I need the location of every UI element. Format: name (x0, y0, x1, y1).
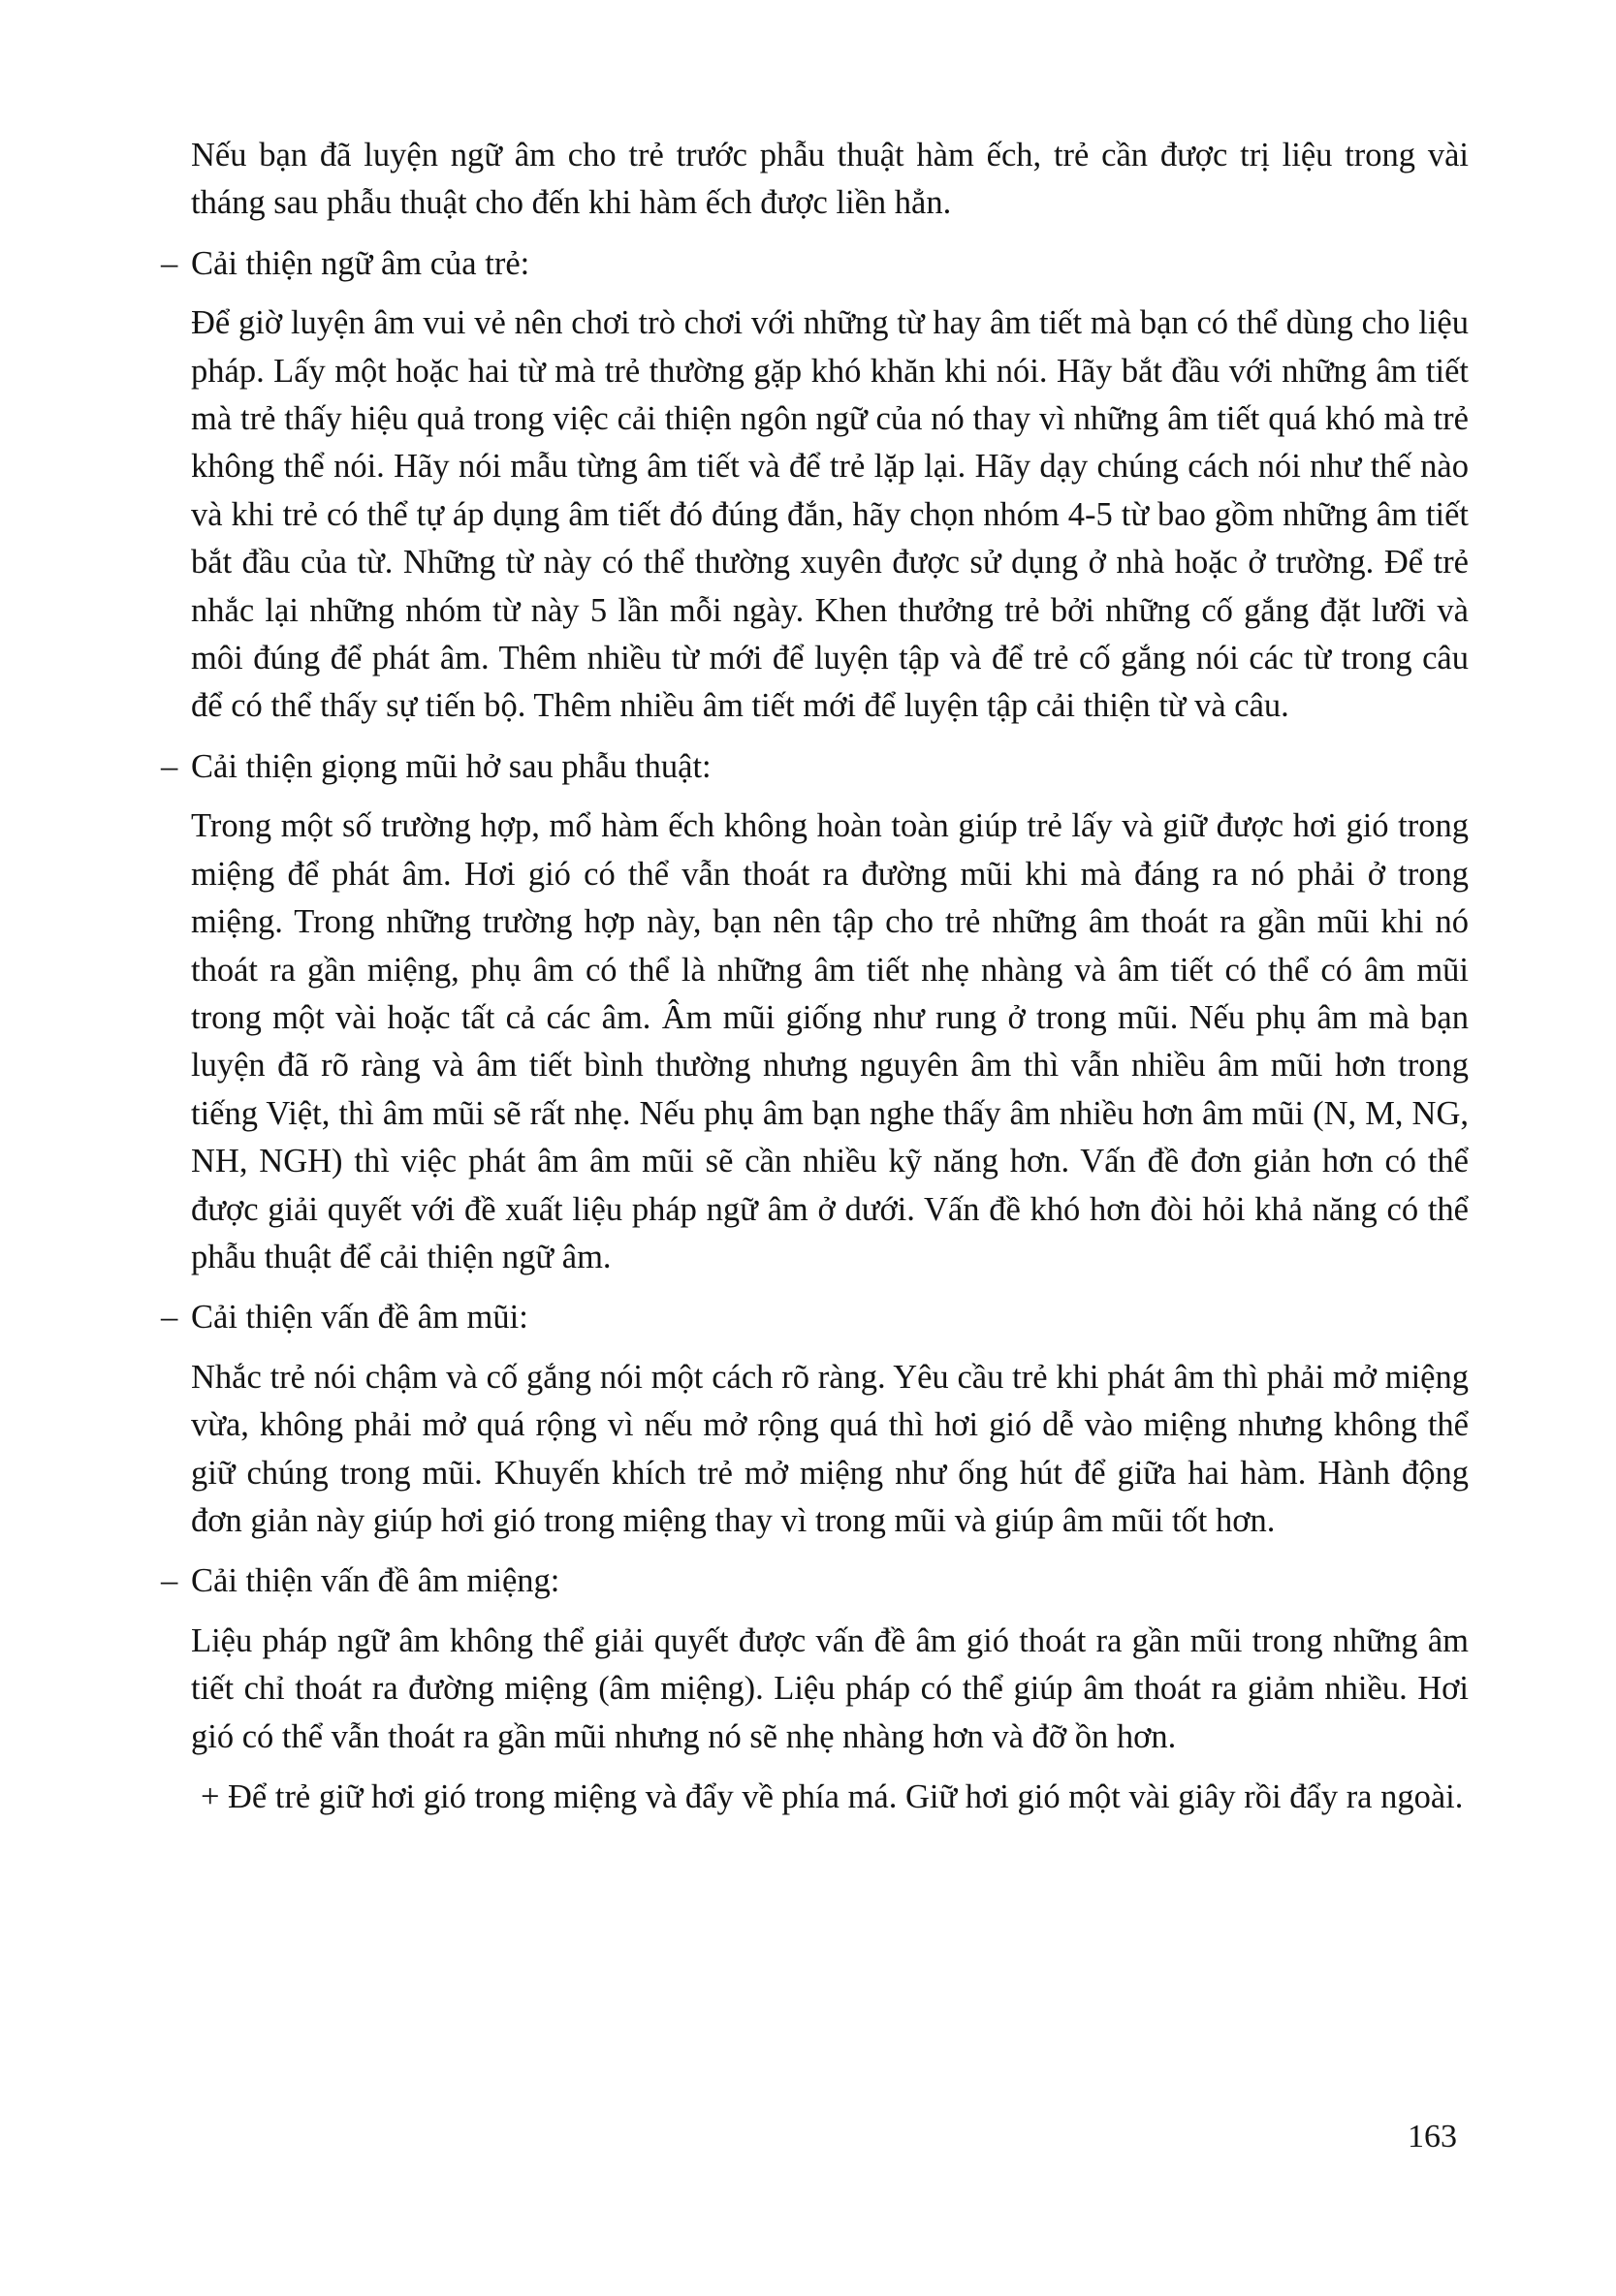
dash-bullet-marker: – (161, 244, 178, 282)
section-paragraph: Nhắc trẻ nói chậm và cố gắng nói một cách rõ ràng. Yêu cầu trẻ khi phát âm thì phải mở miệng vừa, không phải mở quá rộng vì nếu mở rộng quá thì hơi gió dễ vào miệng nhưng không thể giữ chúng trong mũi. Khuyến khích trẻ mở miệng như ống hút để giữa hai hàm. Hành động đơn giản này giúp hơi gió trong miệng thay vì trong mũi và giúp âm mũi tốt hơn. (191, 1358, 1469, 1539)
text-block (161, 132, 1469, 1821)
section-heading (161, 1557, 1469, 1605)
section-heading-text: Cải thiện ngữ âm của trẻ: (191, 244, 530, 282)
section-oral-sound-issue (161, 1557, 1469, 1761)
section-paragraph: Liệu pháp ngữ âm không thể giải quyết được vấn đề âm gió thoát ra gần mũi trong những âm tiết chỉ thoát ra đường miệng (âm miệng). Liệu pháp có thể giúp âm thoát ra giảm nhiều. Hơi gió có thể vẫn thoát ra gần mũi nhưng nó sẽ nhẹ nhàng hơn và đỡ ồn hơn. (191, 1621, 1469, 1755)
section-heading-text: Cải thiện giọng mũi hở sau phẫu thuật: (191, 747, 712, 785)
section-paragraph: Trong một số trường hợp, mổ hàm ếch không hoàn toàn giúp trẻ lấy và giữ được hơi gió trong miệng để phát âm. Hơi gió có thể vẫn thoát ra đường mũi khi mà đáng ra nó phải ở trong miệng. Trong những trường hợp này, bạn nên tập cho trẻ những âm thoát ra gần mũi khi nó thoát ra gần miệng, phụ âm có thể là những âm tiết nhẹ nhàng và âm tiết có thể có âm mũi trong một vài hoặc tất cả các âm. Âm mũi giống như rung ở trong mũi. Nếu phụ âm mà bạn luyện đã rõ ràng và âm tiết bình thường nhưng nguyên âm thì vẫn nhiều âm mũi hơn trong tiếng Việt, thì âm mũi sẽ rất nhẹ. Nếu phụ âm bạn nghe thấy âm nhiều hơn âm mũi (N, M, NG, NH, NGH) thì việc phát âm âm mũi sẽ cần nhiều kỹ năng hơn. Vấn đề đơn giản hơn có thể được giải quyết với đề xuất liệu pháp ngữ âm ở dưới. Vấn đề khó hơn đòi hỏi khả năng có thể phẫu thuật để cải thiện ngữ âm. (191, 807, 1469, 1275)
section-nasal-voice-after-surgery (161, 743, 1469, 1281)
section-heading (161, 1294, 1469, 1341)
section-heading-text: Cải thiện vấn đề âm mũi: (191, 1299, 528, 1337)
sub-bullet (201, 1774, 1469, 1821)
sub-bullet-text: Để trẻ giữ hơi gió trong miệng và đẩy về phía má. Giữ hơi gió một vài giây rồi đẩy ra ngoài. (228, 1778, 1464, 1815)
intro-paragraph: Nếu bạn đã luyện ngữ âm cho trẻ trước phẫu thuật hàm ếch, trẻ cần được trị liệu trong vài tháng sau phẫu thuật cho đến khi hàm ếch được liền hẳn. (191, 137, 1469, 222)
dash-bullet-marker: – (161, 1299, 178, 1337)
section-heading (161, 240, 1469, 288)
dash-bullet-marker: – (161, 1562, 178, 1600)
section-nasal-sound-issue (161, 1294, 1469, 1545)
section-heading (161, 743, 1469, 791)
section-heading-text: Cải thiện vấn đề âm miệng: (191, 1562, 560, 1600)
page-number: 163 (1408, 2119, 1457, 2154)
plus-bullet-marker: + (201, 1778, 220, 1815)
dash-bullet-marker: – (161, 747, 178, 785)
section-speech-improvement (161, 240, 1469, 731)
section-paragraph: Để giờ luyện âm vui vẻ nên chơi trò chơi với những từ hay âm tiết mà bạn có thể dùng cho liệu pháp. Lấy một hoặc hai từ mà trẻ thường gặp khó khăn khi nói. Hãy bắt đầu với những âm tiết mà trẻ thấy hiệu quả trong việc cải thiện ngôn ngữ của nó thay vì những âm tiết quá khó mà trẻ không thể nói. Hãy nói mẫu từng âm tiết và để trẻ lặp lại. Hãy dạy chúng cách nói như thế nào và khi trẻ có thể tự áp dụng âm tiết đó đúng đắn, hãy chọn nhóm 4-5 từ bao gồm những âm tiết bắt đầu của từ. Những từ này có thể thường xuyên được sử dụng ở nhà hoặc ở trường. Để trẻ nhắc lại những nhóm từ này 5 lần mỗi ngày. Khen thưởng trẻ bởi những cố gắng đặt lưỡi và môi đúng để phát âm. Thêm nhiều từ mới để luyện tập và để trẻ cố gắng nói các từ trong câu để có thể thấy sự tiến bộ. Thêm nhiều âm tiết mới để luyện tập cải thiện từ và câu. (191, 304, 1469, 725)
